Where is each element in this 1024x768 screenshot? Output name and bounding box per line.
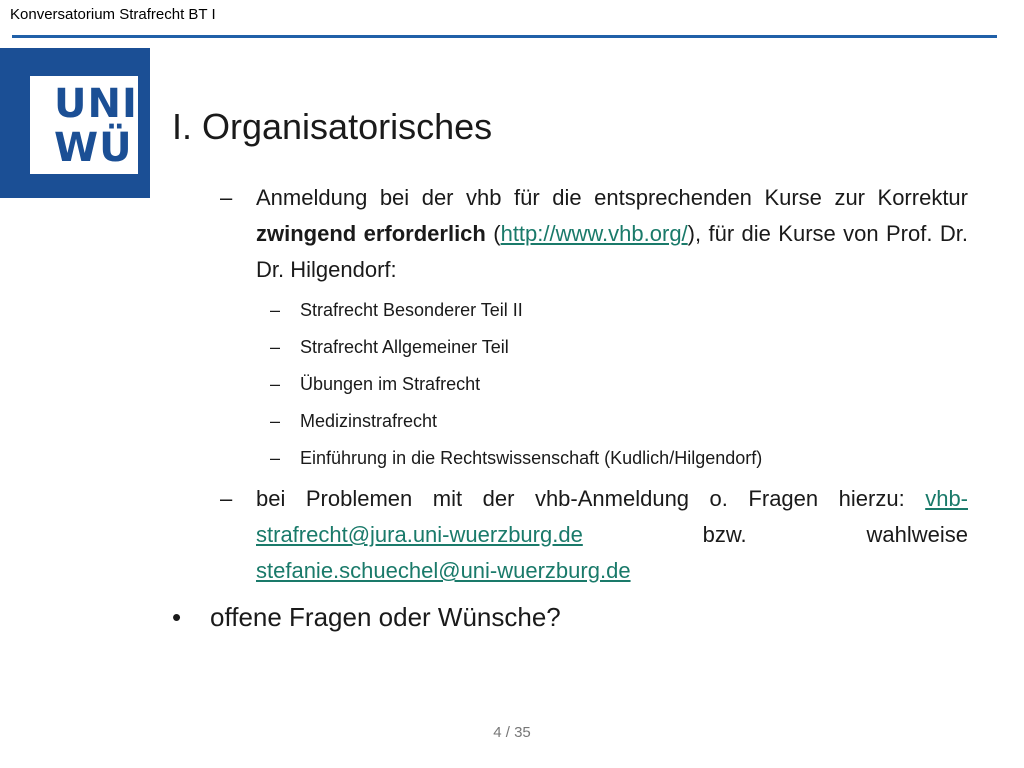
dash-icon: – bbox=[270, 337, 281, 357]
list-item-problems bbox=[220, 481, 968, 589]
item-text: ( bbox=[485, 221, 501, 246]
logo-text bbox=[54, 82, 138, 170]
bullet-text: offene Fragen oder Wünsche? bbox=[210, 602, 561, 632]
email-link-schuechel[interactable]: stefanie.schuechel@uni-wuerzburg.de bbox=[256, 558, 631, 583]
course-label: Übungen im Strafrecht bbox=[300, 374, 481, 394]
header-title: Konversatorium Strafrecht BT I bbox=[10, 6, 216, 23]
course-item bbox=[220, 292, 968, 329]
item-text: Anmeldung bei der vhb für die entsprechenden Kurse zur Korrektur bbox=[256, 185, 968, 210]
dash-icon: – bbox=[270, 411, 281, 431]
course-label: Medizinstrafrecht bbox=[300, 411, 438, 431]
course-label: Strafrecht Besonderer Teil II bbox=[300, 300, 523, 320]
bullet-icon: • bbox=[172, 602, 182, 632]
logo-line-1: UNI bbox=[54, 81, 138, 127]
item-text: ), für die Kurse von Prof. Dr. Dr. Hilgendorf: bbox=[256, 221, 968, 282]
email-link-vhb[interactable]: vhb-strafrecht@jura.uni-wuerzburg.de bbox=[256, 486, 968, 547]
course-item bbox=[220, 440, 968, 477]
header-divider bbox=[12, 35, 997, 38]
course-label: Strafrecht Allgemeiner Teil bbox=[300, 337, 509, 357]
list-item-questions bbox=[172, 596, 561, 638]
item-text: bei Problemen mit der vhb-Anmeldung o. Fragen hierzu: bbox=[256, 486, 926, 511]
dash-icon: – bbox=[220, 486, 233, 511]
item-text: bzw. wahlweise bbox=[582, 522, 968, 547]
item-bold-text: zwingend erforderlich bbox=[256, 221, 486, 246]
slide-title: I. Organisatorisches bbox=[172, 106, 493, 147]
slide-content bbox=[220, 180, 968, 593]
logo-line-2: WÜ bbox=[54, 125, 133, 171]
course-item bbox=[220, 329, 968, 366]
course-item bbox=[220, 403, 968, 440]
dash-icon: – bbox=[270, 300, 281, 320]
dash-icon: – bbox=[270, 448, 281, 468]
dash-icon: – bbox=[220, 185, 233, 210]
page-number: 4 / 35 bbox=[493, 724, 531, 741]
course-label: Einführung in die Rechtswissenschaft (Kudlich/Hilgendorf) bbox=[300, 448, 763, 468]
vhb-link[interactable]: http://www.vhb.org/ bbox=[500, 221, 688, 246]
university-logo bbox=[0, 48, 150, 198]
logo-bar bbox=[138, 76, 150, 174]
list-item-registration bbox=[220, 180, 968, 288]
course-item bbox=[220, 366, 968, 403]
dash-icon: – bbox=[270, 374, 281, 394]
